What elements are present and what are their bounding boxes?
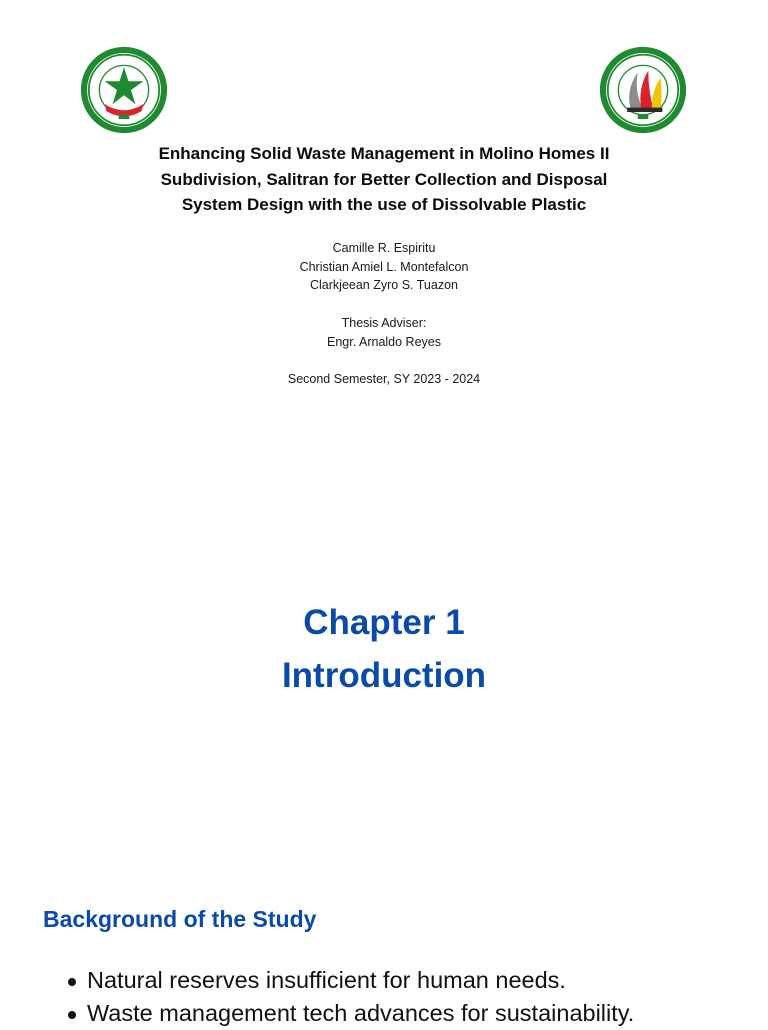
author-name: Christian Amiel L. Montefalcon: [299, 259, 469, 274]
college-seal-icon: [599, 46, 687, 134]
thesis-title-line: Subdivision, Salitran for Better Collection and Disposal: [160, 169, 608, 189]
thesis-adviser: [184, 314, 584, 351]
author-name: Camille R. Espiritu: [332, 241, 436, 255]
semester-text: Second Semester, SY 2023 - 2024: [287, 372, 481, 386]
bullet-list: [66, 964, 634, 1030]
chapter-name: Introduction: [281, 656, 487, 695]
section-heading: Background of the Study: [43, 906, 317, 932]
list-item: Waste management tech advances for sustainability.: [66, 997, 634, 1030]
author-name: Clarkjeean Zyro S. Tuazon: [310, 278, 458, 293]
thesis-title: [84, 141, 684, 218]
chapter-number: Chapter 1: [303, 603, 465, 642]
semester-line: [184, 370, 584, 389]
adviser-label: Thesis Adviser:: [341, 316, 427, 330]
author-list: [184, 239, 584, 295]
chapter-heading: [134, 596, 634, 702]
list-item: Natural reserves insufficient for human needs.: [66, 964, 634, 997]
thesis-title-line: Enhancing Solid Waste Management in Molino Homes II: [158, 144, 610, 163]
university-seal-icon: [80, 46, 168, 134]
thesis-title-line: System Design with the use of Dissolvable Plastic: [181, 195, 587, 214]
adviser-name: Engr. Arnaldo Reyes: [327, 334, 441, 349]
